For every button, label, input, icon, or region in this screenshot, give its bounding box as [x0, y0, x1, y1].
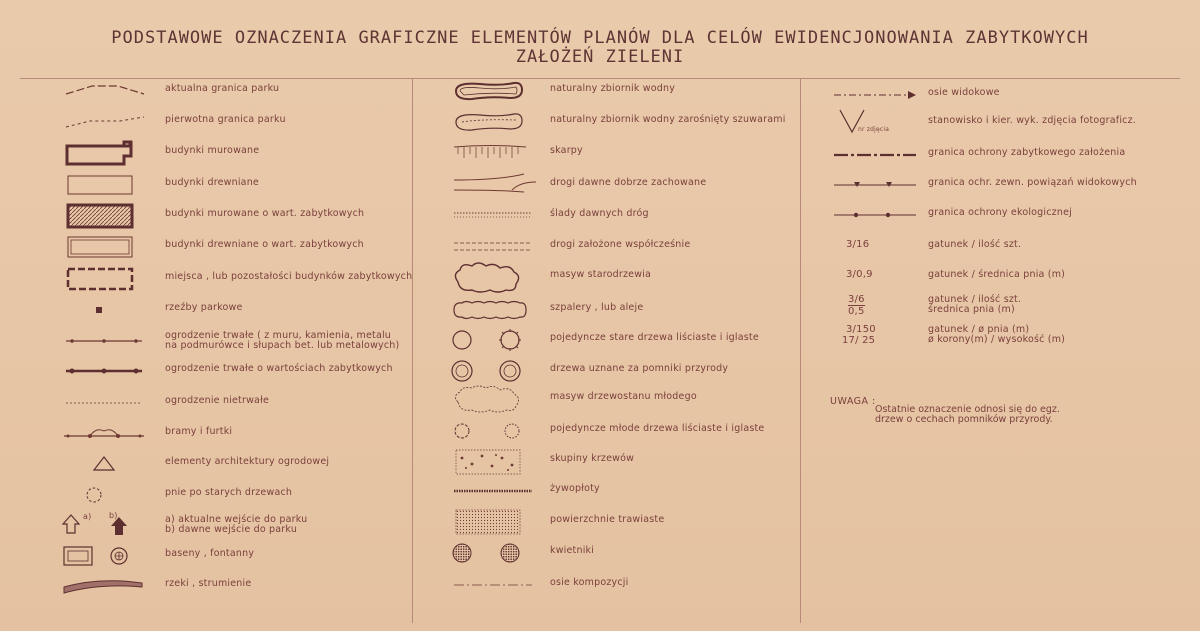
legend-title-line2: ZAŁOŻEŃ ZIELENI	[515, 47, 685, 67]
legend-row-permanent-fence	[20, 326, 410, 356]
legend-row-tree-stump	[20, 480, 410, 510]
legend-label: powierzchnie trawiaste	[550, 514, 665, 525]
legend-label: gatunek / średnica pnia (m)	[928, 269, 1066, 280]
legend-row-single-young-tree	[430, 416, 800, 446]
legend-row-shrub-group	[430, 446, 800, 476]
note-line-1: Ostatnie oznaczenie odnosi się do egz.	[875, 404, 1060, 415]
pool-fountain-icon	[60, 541, 150, 571]
legend-row-temporary-fence	[20, 388, 410, 418]
legend-row-river	[20, 571, 410, 601]
hedge-icon	[450, 476, 540, 506]
legend-label: pnie po starych drzewach	[165, 487, 293, 498]
tree-stump-icon	[60, 480, 150, 510]
legend-label: skarpy	[550, 145, 583, 156]
species-diameter-code: 3/0,9	[846, 269, 873, 280]
legend-row-natural-water-body	[430, 76, 800, 106]
legend-row-park-sculpture	[20, 295, 410, 325]
legend-row-current-park-boundary	[20, 76, 410, 106]
old-road-icon	[450, 170, 540, 200]
legend-label: osie widokowe	[928, 87, 1000, 98]
legend-row-tree-row	[430, 295, 800, 325]
gate-icon	[60, 419, 150, 449]
legend-label: stanowisko i kier. wyk. zdjęcia fotograficz.	[928, 115, 1137, 126]
wooden-building-icon	[60, 170, 150, 200]
legend-row-gate	[20, 419, 410, 449]
legend-label: budynki drewniane	[165, 177, 259, 188]
legend-label: rzeki , strumienie	[165, 578, 252, 589]
legend-label: pojedyncze młode drzewa liściaste i iglaste	[550, 423, 765, 434]
legend-row-old-tree-mass	[430, 260, 800, 290]
legend-row-garden-architecture	[20, 449, 410, 479]
legend-row-ecological-protection-boundary	[820, 200, 1190, 230]
legend-label: rzeźby parkowe	[165, 302, 243, 313]
legend-row-hedge	[430, 476, 800, 506]
legend-label: a) aktualne wejście do parku	[165, 514, 308, 525]
shrub-group-icon	[450, 446, 540, 476]
legend-row-photo-station	[820, 108, 1190, 138]
temporary-fence-icon	[60, 388, 150, 418]
grass-area-icon	[450, 507, 540, 537]
note-line-2: drzew o cechach pomników przyrody.	[875, 414, 1053, 425]
legend-row-overgrown-water-body	[430, 107, 800, 137]
tree-row-icon	[450, 295, 540, 325]
brick-building-icon	[60, 138, 150, 168]
legend-row-composition-axis	[430, 570, 800, 600]
legend-label: gatunek / ø pnia (m)	[928, 324, 1030, 335]
legend-label: budynki drewniane o wart. zabytkowych	[165, 239, 364, 250]
legend-label: ogrodzenie trwałe ( z muru, kamienia, metalu	[165, 330, 392, 341]
flower-bed-icon	[450, 538, 540, 568]
legend-label: granica ochr. zewn. powiązań widokowych	[928, 177, 1137, 188]
legend-label: granica ochrony zabytkowego założenia	[928, 147, 1126, 158]
legend-row-wooden-building	[20, 170, 410, 200]
legend-label: osie kompozycji	[550, 577, 629, 588]
legend-label: granica ochrony ekologicznej	[928, 207, 1072, 218]
legend-label: aktualna granica parku	[165, 83, 280, 94]
legend-label: bramy i furtki	[165, 426, 233, 437]
legend-label: budynki murowane o wart. zabytkowych	[165, 208, 365, 219]
legend-label: pierwotna granica parku	[165, 114, 286, 125]
legend-label: żywopłoty	[550, 483, 600, 494]
historic-brick-building-icon	[60, 201, 150, 231]
legend-row-park-entrance	[20, 510, 410, 540]
legend-row-historic-wooden-building	[20, 232, 410, 262]
legend-label: masyw starodrzewia	[550, 269, 652, 280]
legend-title-line1: PODSTAWOWE OZNACZENIA GRAFICZNE ELEMENTÓW PLANÓW DLA CELÓW EWIDENCJONOWANIA ZABYTKOWYCH	[111, 28, 1089, 48]
legend-row-species-count-diameter	[820, 290, 1190, 320]
legend-row-view-axis	[820, 80, 1190, 110]
legend-label: pojedyncze stare drzewa liściaste i iglaste	[550, 332, 759, 343]
historic-wooden-building-icon	[60, 232, 150, 262]
natural-water-body-icon	[450, 76, 540, 106]
road-traces-icon	[450, 201, 540, 231]
building-remains-icon	[60, 264, 150, 294]
legend-label: masyw drzewostanu młodego	[550, 391, 697, 402]
legend-row-monument-tree-dimensions	[820, 320, 1190, 350]
legend-label: baseny , fontanny	[165, 548, 255, 559]
legend-row-species-count	[820, 232, 1190, 262]
heritage-protection-boundary-icon	[830, 140, 920, 170]
legend-row-slope	[430, 138, 800, 168]
legend-row-brick-building	[20, 138, 410, 168]
modern-road-icon	[450, 232, 540, 262]
park-sculpture-icon	[60, 295, 150, 325]
single-young-tree-icon	[450, 416, 540, 446]
legend-label-2: na podmurówce i słupach bet. lub metalowych)	[165, 340, 400, 351]
legend-row-historic-brick-building	[20, 201, 410, 231]
river-icon	[60, 571, 150, 601]
slope-icon	[450, 138, 540, 168]
legend-label-2: średnica pnia (m)	[928, 304, 1015, 315]
legend-row-road-traces	[430, 201, 800, 231]
legend-label-2: ø korony(m) / wysokość (m)	[928, 334, 1066, 345]
legend-label: elementy architektury ogrodowej	[165, 456, 330, 467]
legend-row-heritage-protection-boundary	[820, 140, 1190, 170]
legend-label: miejsca , lub pozostałości budynków zabytkowych	[165, 271, 413, 282]
legend-row-historic-fence	[20, 356, 410, 386]
ecological-protection-boundary-icon	[830, 200, 920, 230]
species-count-diameter-code: 3/6	[848, 294, 865, 305]
legend-label: skupiny krzewów	[550, 453, 635, 464]
legend-label: ogrodzenie trwałe o wartościach zabytkowych	[165, 363, 393, 374]
monument-dimensions-code-2: 17/ 25	[842, 335, 876, 346]
original-park-boundary-icon	[60, 107, 150, 137]
current-park-boundary-icon	[60, 76, 150, 106]
historic-fence-icon	[60, 356, 150, 386]
legend-label: drogi dawne dobrze zachowane	[550, 177, 707, 188]
monument-dimensions-code: 3/150	[846, 324, 876, 335]
park-entrance-icon	[60, 510, 150, 540]
legend-label: szpalery , lub aleje	[550, 302, 644, 313]
legend-label: gatunek / ilość szt.	[928, 294, 1022, 305]
entrance-tag-a: a)	[83, 512, 92, 521]
single-old-tree-icon	[450, 325, 540, 355]
overgrown-water-body-icon	[450, 107, 540, 137]
old-tree-mass-icon	[450, 260, 540, 294]
legend-label: ślady dawnych dróg	[550, 208, 649, 219]
species-count-diameter-code-2: 0,5	[848, 306, 865, 317]
legend-row-building-remains	[20, 264, 413, 294]
entrance-tag-b: b)	[109, 511, 118, 520]
legend-row-single-old-tree	[430, 325, 800, 355]
legend-label: gatunek / ilość szt.	[928, 239, 1022, 250]
permanent-fence-icon	[60, 326, 150, 356]
species-count-code: 3/16	[846, 239, 870, 250]
legend-row-young-tree-mass	[430, 382, 800, 412]
legend-row-flower-bed	[430, 538, 800, 568]
view-protection-boundary-icon	[830, 170, 920, 200]
column-divider-1	[412, 78, 413, 623]
legend-row-species-diameter	[820, 262, 1190, 292]
legend-label: naturalny zbiornik wodny	[550, 83, 676, 94]
garden-architecture-icon	[60, 449, 150, 479]
legend-label: drzewa uznane za pomniki przyrody	[550, 363, 729, 374]
legend-row-pool-fountain	[20, 541, 410, 571]
note-title: UWAGA :	[830, 396, 876, 407]
legend-label: naturalny zbiornik wodny zarośnięty szuwarami	[550, 114, 786, 125]
legend-row-original-park-boundary	[20, 107, 410, 137]
view-axis-icon	[830, 80, 920, 110]
legend-row-grass-area	[430, 507, 800, 537]
legend-label: ogrodzenie nietrwałe	[165, 395, 270, 406]
column-divider-2	[800, 78, 801, 623]
legend-row-view-protection-boundary	[820, 170, 1190, 200]
legend-row-old-road	[430, 170, 800, 200]
legend-row-modern-road	[430, 232, 800, 262]
legend-label-2: b) dawne wejście do parku	[165, 524, 298, 535]
legend-label: kwietniki	[550, 545, 595, 556]
legend-label: drogi założone współcześnie	[550, 239, 691, 250]
young-tree-mass-icon	[450, 382, 540, 416]
photo-number-tag: nr zdjęcia	[858, 126, 890, 133]
composition-axis-icon	[450, 570, 540, 600]
legend-label: budynki murowane	[165, 145, 260, 156]
